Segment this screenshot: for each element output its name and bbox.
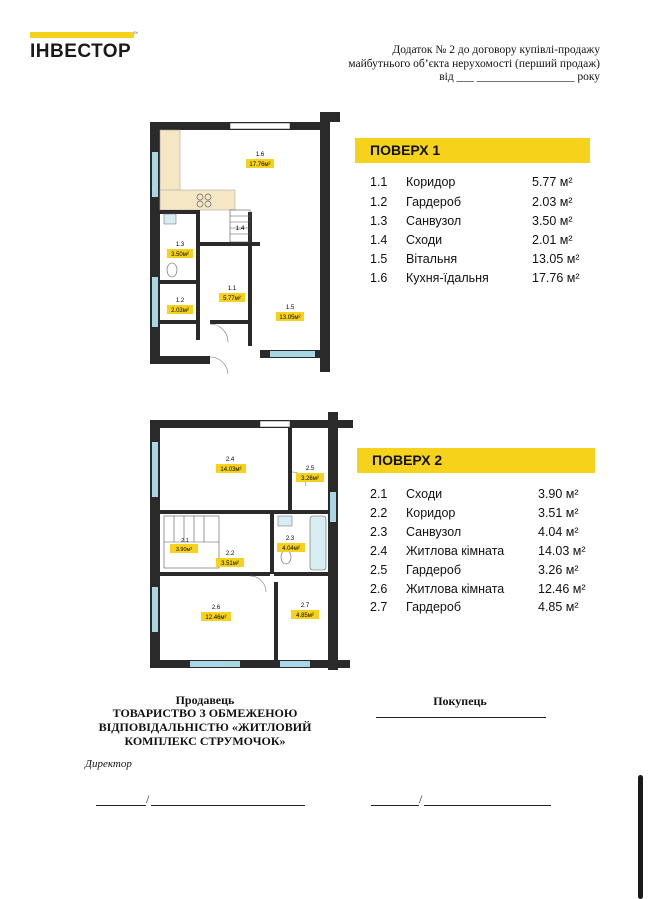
room-label-2-3 — [277, 536, 305, 552]
svg-text:4.04м²: 4.04м² — [282, 546, 300, 552]
sink-icon — [164, 214, 176, 224]
seller-company — [60, 706, 350, 748]
wall — [210, 320, 252, 324]
window — [152, 587, 158, 632]
room-row: 1.5 Вітальня 13.05 м² — [370, 252, 580, 266]
svg-text:2.4: 2.4 — [225, 457, 235, 463]
svg-text:1.1: 1.1 — [227, 286, 237, 292]
room-label-2-2 — [216, 551, 244, 567]
svg-text:14.03м²: 14.03м² — [220, 467, 242, 473]
wall — [328, 412, 338, 670]
room-row: 2.3 Санвузол 4.04 м² — [370, 525, 579, 539]
svg-text:2.6: 2.6 — [211, 605, 221, 611]
svg-text:2.3: 2.3 — [285, 536, 295, 542]
logo-accent-bar — [30, 32, 134, 38]
bathtub-icon — [310, 516, 326, 570]
wall — [150, 356, 210, 364]
svg-text:13.05м²: 13.05м² — [279, 315, 301, 321]
logo-text: ІНВЕСТОР — [30, 41, 132, 62]
room-label-1-4 — [235, 225, 244, 232]
seller-company-line: ТОВАРИСТВО З ОБМЕЖЕНОЮ — [112, 706, 298, 720]
toilet-icon — [167, 263, 177, 277]
addendum-line: Додаток № 2 до договору купівлі-продажу — [392, 44, 600, 56]
wall — [274, 572, 330, 576]
wall — [274, 582, 278, 660]
wall — [150, 660, 350, 668]
floor-1-table — [355, 138, 590, 288]
buyer-slash: / — [419, 792, 423, 806]
window — [260, 421, 290, 427]
room-label-1-1 — [219, 286, 245, 302]
room-row: 2.1 Сходи 3.90 м² — [370, 487, 579, 501]
seller-company-line: ВІДПОВІДАЛЬНІСТЮ «ЖИТЛОВИЙ — [98, 720, 312, 734]
wall — [320, 112, 330, 372]
wall — [160, 320, 200, 324]
wall — [270, 514, 274, 574]
svg-text:4.85м²: 4.85м² — [296, 613, 314, 619]
wall — [328, 112, 340, 122]
room-row: 1.1 Коридор 5.77 м² — [370, 175, 573, 189]
seller-title: Продавець — [175, 693, 235, 707]
svg-text:3.50м²: 3.50м² — [171, 252, 189, 258]
svg-text:1.3: 1.3 — [175, 242, 185, 248]
svg-text:2.03м²: 2.03м² — [171, 308, 189, 314]
room-row: 1.2 Гардероб 2.03 м² — [370, 195, 573, 209]
toilet-icon — [281, 550, 291, 564]
seller-slash: / — [146, 792, 150, 806]
seller-signature-line[interactable] — [96, 805, 146, 806]
window — [230, 123, 290, 129]
window — [280, 661, 310, 667]
svg-text:5.77м²: 5.77м² — [223, 296, 241, 302]
room-label-2-4 — [216, 457, 246, 473]
stairs-icon — [164, 516, 219, 568]
svg-text:1.6: 1.6 — [255, 152, 265, 158]
window — [330, 492, 336, 522]
floor-2-plan — [150, 412, 355, 670]
company-logo — [30, 32, 134, 63]
wall — [288, 428, 292, 514]
svg-text:2.7: 2.7 — [300, 603, 310, 609]
room-row: 1.3 Санвузол 3.50 м² — [370, 214, 573, 228]
room-label-2-5 — [296, 466, 324, 482]
svg-text:17.76м²: 17.76м² — [249, 162, 271, 168]
svg-text:3.26м²: 3.26м² — [301, 476, 319, 482]
logo-trademark: ™ — [133, 32, 138, 37]
addendum-line: від ___ _________________ року — [439, 71, 600, 83]
window — [152, 277, 158, 327]
room-row: 1.6 Кухня-їдальня 17.76 м² — [370, 271, 580, 285]
room-row: 2.5 Гардероб 3.26 м² — [370, 563, 579, 577]
room-label-2-6 — [201, 605, 231, 621]
room-label-1-6 — [246, 152, 274, 168]
floor-2-title: ПОВЕРХ 2 — [357, 448, 595, 473]
addendum-line: майбутнього об’єкта нерухомості (перший продаж) — [348, 57, 600, 70]
buyer-signature-line[interactable] — [371, 805, 419, 806]
svg-text:3.51м²: 3.51м² — [221, 561, 239, 567]
svg-text:2.5: 2.5 — [305, 466, 315, 472]
svg-text:3.90м²: 3.90м² — [175, 547, 193, 553]
room-label-2-7 — [291, 603, 319, 619]
svg-text:1.2: 1.2 — [175, 298, 185, 304]
svg-text:12.46м²: 12.46м² — [205, 615, 227, 621]
wall — [150, 420, 338, 428]
buyer-name-line[interactable] — [376, 717, 546, 718]
addendum-reference — [348, 44, 600, 85]
seller-name-line[interactable] — [151, 805, 305, 806]
buyer-signature-name-line[interactable] — [424, 805, 551, 806]
window — [270, 351, 315, 357]
svg-text:1.5: 1.5 — [285, 305, 295, 311]
room-row: 2.2 Коридор 3.51 м² — [370, 506, 579, 520]
window — [190, 661, 240, 667]
seller-company-line: КОМПЛЕКС СТРУМОЧОК» — [124, 734, 286, 748]
room-row: 1.4 Сходи 2.01 м² — [370, 233, 573, 247]
window — [152, 152, 158, 197]
wall — [160, 510, 280, 514]
floor-1-title: ПОВЕРХ 1 — [355, 138, 590, 163]
wall — [160, 572, 270, 576]
wall — [160, 210, 200, 214]
seller-role: Директор — [85, 758, 132, 770]
wall — [160, 280, 200, 284]
svg-text:1.4: 1.4 — [235, 225, 245, 232]
room-row: 2.7 Гардероб 4.85 м² — [370, 600, 579, 614]
room-label-1-2 — [167, 298, 193, 314]
scrollbar[interactable] — [638, 775, 643, 899]
sink-icon — [278, 516, 292, 526]
floor-2-table — [357, 448, 595, 618]
room-label-1-3 — [167, 242, 193, 258]
svg-text:2.2: 2.2 — [225, 551, 235, 557]
buyer-title: Покупець — [433, 694, 487, 708]
window — [152, 442, 158, 497]
wall — [265, 510, 330, 514]
svg-text:2.1: 2.1 — [181, 538, 189, 544]
wall — [338, 420, 353, 428]
room-label-1-5 — [276, 305, 304, 321]
kitchen-counter — [160, 190, 235, 210]
floor-1-plan — [150, 112, 345, 374]
room-row: 2.4 Житлова кімната 14.03 м² — [370, 544, 586, 558]
room-row: 2.6 Житлова кімната 12.46 м² — [370, 582, 586, 596]
